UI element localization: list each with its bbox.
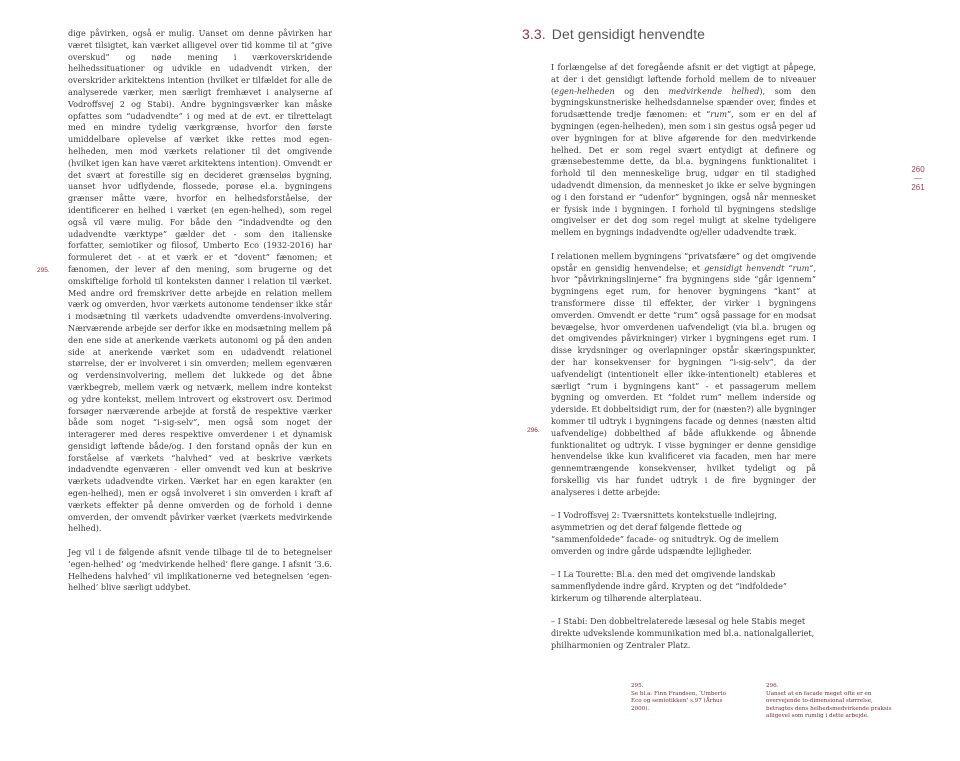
left-text-column [68, 28, 332, 594]
left-paragraph-2: Jeg vil i de følgende afsnit vende tilbage til de to betegnelser ‘egen-helhed’ og ‘medvirkende helhed’ flere gange. I afsnit ‘3.6. Helhedens halvhed’ vil implikationerne ved betegnelsen ‘egen-helhed’ blive særligt uddybet. [68, 547, 332, 593]
footnote-number: 296. [766, 683, 779, 689]
left-paragraph-1: dige påvirken, også er mulig. Uanset om denne påvirken har været tilsigtet, kan værket alligevel over tid komme til at “give overskud” og nøde mening i værkoverskridende helhedssituationer og udvikle en udadvendt virken, der overskrider arkitektens intention (hvilket er tilfældet for alle de analyserede værker, men særligt fremhævet i analyserne af Vodroffsvej 2 og Stabi). Andre bygningsværker kan måske opfattes som “udadvendte” i og med at de evt. er tilrettelagt med en mindre tydelig værkgrænse, hvorfor den første umiddelbare oplevelse af værket ikke rettes mod egen-helheden, men mod værkets relationer til det omgivende (hvilket igen kan have været arkitektens intention). Omvendt er det svært at forestille sig en decideret grænseløs bygning, uanset hvor udflydende, flossede, porøse el.a. bygningens grænser måtte være, hvorfor en helhedsforståelse, der identificerer en helhed i værket (en egen-helhed), som regel også vil være mulig. For både den “indadvendte og den udadvendte værktype” gælder det - som den italienske forfatter, semiotiker og filosof, Umberto Eco (1932-2016) har formuleret det - at et værk er et “dovent” fænomen; et fænomen, der lever af den mening, som brugerne og det omskiftelige forhold til konteksten danner i relation til værket. Med andre ord fremskriver dette arbejde en relation mellem værk og omverden, hvor værkets autonome tendenser ikke står i modsætning til værkets udadvendte omverdens-involvering. Nærværende arbejde ser derfor ikke en modsætning mellem på den ene side at anerkende værkets autonomi og på den anden side at anerkende værket som en udadvendt relationel størrelse, der er involveret i sin omverden; mellem egenværen og verdensinvolvering, mellem det lukkede og det åbne værkbegreb, mellem værk og netværk, mellem indre kontekst og ydre kontekst, mellem introvert og ekstrovert osv. Derimod forsøger nærværende arbejde at forstå de respektive værker både som noget “i-sig-selv”, men også som noget der interagerer med deres respektive omverdener i et dynamisk gensidigt løftende både/og. I den forstand opnås der kun en forståelse af værkets “halvhed” ved at beskrive værkets indadvendte egenværen - eller omvendt ved kun at beskrive værkets udadvendte virken. Værket har en egen karakter (en egen-helhed), men er også involveret i sin omverden i kraft af værkets effekter på denne omverden og de forhold i denne omverden, der omvendt påvirker værket (værkets medvirkende helhed). [68, 28, 332, 534]
term-medvirkende-helhed: medvirkende helhed [668, 85, 760, 96]
section-title: Det gensidigt henvendte [551, 26, 706, 42]
term-rum: rum [710, 109, 728, 120]
right-paragraph-2: I relationen mellem bygningens “privatsfære” og det omgivende opstår en gensidig henvendelse; et gensidigt henvendt “rum”, hvor “påvirkningslinjerne” fra bygningens side “går igennem” bygningens eget rum, for henover bygningens “kant” at transformere disse til effekter, der virker i bygningens omverden. Omvendt er dette “rum” også passage for en modsat bevægelse, hvor omverdenen uafvendeligt (via bl.a. brugen og det omgivendes påvirkninger) virker i bygningens eget rum. I disse krydsninger og overlapninger opstår skæringspunkter, der har konsekvenser for bygningen “i-sig-selv”, da der uafvendeligt (intentionelt eller ikke-intentionelt) etableres et særligt “rum i bygningens kant” - et passagerum mellem bygning og omverden. Et “foldet rum” mellem inderside og yderside. Et dobbeltsidigt rum, der for (næsten?) alle bygninger kommer til udtryk i bygningens facade og dennes (næsten altid uafvendelige) dobbelthed af både aflukkende og åbnende funktionalitet og udtryk. I visse bygninger er denne gensidige henvendelse ikke kun kvalificeret via facaden, men har mere gennemtrængende konsekvenser, hvilket tydeligt og på forskellig vis har fundet udtryk i de fire bygninger der analyseres i dette arbejde: [551, 250, 817, 497]
page-number-right: 261 [911, 183, 925, 192]
term-egen-helheden: egen-helheden [554, 85, 615, 96]
footnote-text: Uanset at en facade meget ofte er en overvejende to-dimensional størrelse, betragtes dens helhedsmedvirkende praksis alligevel som rumlig i dette arbejde. [766, 690, 892, 720]
footnote-295 [631, 683, 731, 713]
footnote-number: 295. [631, 683, 644, 689]
page-number-left: 260 [911, 165, 925, 174]
list-item-stabi: – I Stabi: Den dobbeltrelaterede læsesal og hele Stabis meget direkte udvekslende kommunikation med bl.a. nationalgalleriet, philharmonien og Zentraler Platz. [551, 616, 815, 651]
right-text-column [551, 62, 816, 664]
footnote-text: Se bl.a. Finn Frandsen, ‘Umberto Eco og semiotikken’ s.97 (Århus 2000). [631, 690, 727, 712]
page-numbers [906, 165, 930, 192]
term-gensidigt-henvendt-rum: gensidigt henvendt “rum” [704, 262, 814, 273]
page-number-dash: — [914, 174, 922, 183]
section-number: 3.3. [522, 26, 546, 42]
footnote-marker-295: 295. [37, 267, 50, 274]
right-paragraph-1: I forlængelse af det foregående afsnit er det vigtigt at påpege, at der i det gensidigt løftende forhold mellem de to niveauer (egen-helheden og den medvirkende helhed), som den bygningskunstneriske helhedsdannelse spænder over, findes et forudsættende tredje fænomen: et “rum”, som er en del af bygningen (egen-helheden), men som i sin gestus også peger ud over bygningen for at blive afgørende for den medvirkende helhed. Det er som regel svært entydigt at definere og grænsebestemme dette, da bl.a. bygningens funktionalitet i forhold til den menneskelige brug, udgør en til stadighed udadvendt dimension, da mennesket jo ikke er selve bygningen og i den forstand er “udenfor” bygningen, også når mennesket er fysisk inde i bygningen. I forhold til bygningens stedslige omgivelser er det dog som regel muligt at skelne tydeligere mellem en bygnings indadvendte og/eller udadvendte træk. [551, 62, 817, 238]
footnote-296 [766, 683, 894, 721]
list-item-la-tourette: – I La Tourette: Bl.a. den med det omgivende landskab sammenflydende indre gård. Krypten og det “indfoldede” kirkerum og tilhørende alterplateau. [551, 569, 788, 603]
footnote-marker-296: 296. [527, 427, 540, 434]
list-item-vodroffsvej: – I Vodroffsvej 2: Tværsnittets kontekstuelle indlejring, asymmetrien og det deraf følgende flettede og “sammenfoldede” facade- og snitudtryk. Og de imellem omverden og indre gårde udspændte lejligheder. [551, 510, 779, 556]
section-heading [522, 26, 705, 42]
